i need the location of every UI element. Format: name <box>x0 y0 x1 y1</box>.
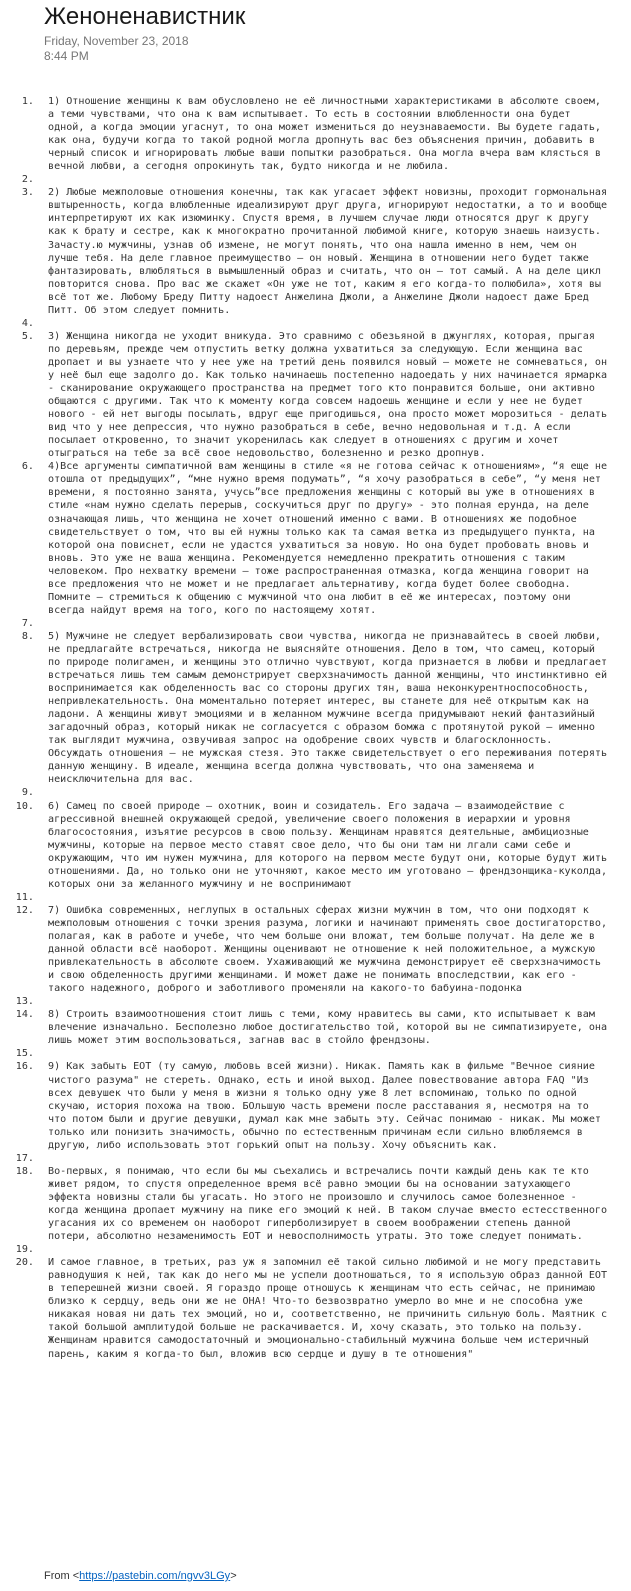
list-item <box>0 617 631 630</box>
list-item <box>0 460 631 617</box>
list-item-text <box>48 891 613 904</box>
list-item-number: 15. <box>15 1048 34 1060</box>
list-item-number: 2. <box>21 174 34 186</box>
list-item <box>0 173 631 186</box>
list-item <box>0 1256 631 1360</box>
list-item <box>0 891 631 904</box>
list-item-number: 12. <box>15 904 34 916</box>
list-item-number: 10. <box>15 800 34 812</box>
list-item-text: 4)Все аргументы симпатичной вам женщины в стиле «я не готова сейчас к отношениям», “я еще не отошла от предыдущих”, “мне нужно время подумать”, “я хочу разобраться в себе”, “у меня нет времени, я постоянно занята, учусь”все предложения женщины с который вы уже в отношениях в стиле «нам нужно сделать перерыв, соскучиться друг по другу» - это полная ерунда, на деле означающая лишь, что женщина не хочет отношений именно с вами. В отношениях же подобное свидетельствует о том, что вы ей нужны только как та самая ветка из предыдущего пункта, на которой она повиснет, если не удастся ухватиться за новую. Но она будет пробовать вновь и вновь. Это уже не ваша женщина. Рекомендуется немедленно прекратить отношения с таким человеком. Про нехватку времени — тоже распространенная отмазка, когда женщина говорит на все предложения что не может и не предлагает альтернативу, когда будет более свободна. Помните — стремиться к общению с мужчиной что она любит в её же интересах, поэтому они всегда найдут время на того, кого по настоящему хотят. <box>48 461 608 616</box>
list-item-text <box>48 995 613 1008</box>
list-item <box>0 1152 631 1165</box>
list-item-number: 8. <box>21 630 34 642</box>
list-item-text: 7) Ошибка современных, неглупых в остальных сферах жизни мужчин в том, что они подходят к межполовым отношения с точки зрения разума, логики и начинают применять свое достигаторство, полагая, как в работе и учебе, что чем больше они вложат, тем больше получат. На деле же в данной области всё наоборот. Женщины оценивают не отношение к ней положительное, а мужскую привлекательность в абсолюте своем. Ухаживающий же мужчина демонстрирует её сверхзначимость и свою обделенность другими женщинами. И может даже не понимать впоследствии, как его - такого надежного, доброго и заботливого променяли на какого-то бабуина-подонка <box>48 904 608 995</box>
list-item <box>0 995 631 1008</box>
list-item-number: 17. <box>15 1152 34 1164</box>
list-item-text: И самое главное, в третьих, раз уж я запомнил её такой сильно любимой и не могу представить равнодушия к ней, так как до него мы не успели доотношаться, то я использую образ данной ЕОТ в теперешней жизни своей. Я гораздо проще отношусь к женщинам что есть сейчас, не принимаю близко к сердцу, ведь они же не ОНА! Что-то безвозвратно умерло во мне и не способна уже никакая новая ни дать тех эмоций, но и, соответственно, не причинить сильную боль. Маятник с такой большой амплитудой больше не раскачивается. И, хочу сказать, это только на пользу. Женщинам нравится самодостаточный и эмоционально-стабильный мужчина больше чем истеричный парень, каким я когда-то был, вложив всю сердце и душу в те отношения" <box>48 1257 608 1360</box>
list-item-text <box>48 1047 613 1060</box>
list-item <box>0 186 631 316</box>
list-item <box>0 317 631 330</box>
list-item <box>0 95 631 173</box>
list-item-number: 20. <box>15 1257 34 1269</box>
note-date: Friday, November 23, 2018 <box>44 34 189 48</box>
list-item-text: 6) Самец по своей природе — охотник, воин и созидатель. Его задача — взаимодействие с агрессивной внешней окружающей средой, увеличение своего положения в иерархии и уровня благосостояния, изъятие ресурсов в свою пользу. Женщинам нравятся деятельные, амбициозные мужчины, которые на первое место ставят свое дело, что бы они там ни лгали сами себе и окружающим, что им нужен мужчина, для которого на первом месте будут они, которые будут жить отношениями. Да, но только они не уточняют, какое место им уготовано — френдзонщика-куколда, которых они за желанного мужчину и не воспринимают <box>48 800 608 890</box>
list-item-number: 3. <box>21 187 34 199</box>
list-item <box>0 330 631 460</box>
source-suffix: > <box>230 1570 237 1582</box>
list-item <box>0 1047 631 1060</box>
list-item-number: 14. <box>15 1009 34 1021</box>
list-item-text: 2) Любые межполовые отношения конечны, так как угасает эффект новизны, проходит гормональная вштыренность, когда влюбленные идеализируют друг друга, игнорируют недостатки, а то и вообще интерпретируют их как изюминку. Спустя время, в лучшем случае люди относятся друг к другу как к брату и сестре, как к многократно прочитанной любимой книге, которую знаешь наизусть. Зачасту.ю мужчины, узнав об измене, не могут понять, что она нашла именно в нем, чем он лучше тебя. На деле главное преимущество — он новый. Женщина в отношении него будет также фантазировать, влюбляться в вымышленный образ и считать, что он — тот самый. А на деле цикл повторится снова. Про вас же скажет «Он уже не тот, каким я его когда-то полюбила», хотя вы всё тот же. Любому Бреду Питту надоест Анжелина Джоли, а Анжелине Джоли надоест даже Бред Питт. Об этом следует помнить. <box>48 187 608 316</box>
list-item-text: 1) Отношение женщины к вам обусловлено не её личностными характеристиками в абсолюте своем, а теми чувствами, что она к вам испытывает. То есть в состоянии влюбленности она будет одной, а когда эмоции угаснут, то она может измениться до неузнаваемости. Вы будете гадать, как она, будучи когда то такой родной могла дропнуть вас без объяснения причин, добавить в черный список и игнорировать любые ваши попытки разобраться. Она могла вчера вам клясться в вечной любви, а сегодня опрокинуть так, будто никогда и не любила. <box>48 96 602 173</box>
list-item <box>0 630 631 787</box>
note-time: 8:44 PM <box>44 49 89 63</box>
list-item-number: 16. <box>15 1061 34 1073</box>
source-prefix: From < <box>44 1570 80 1582</box>
list-item-number: 4. <box>21 317 34 329</box>
page-title: Женоненавистник <box>44 3 246 30</box>
list-item-text <box>48 617 613 630</box>
list-item <box>0 1060 631 1151</box>
list-item-number: 9. <box>21 787 34 799</box>
list-item-number: 1. <box>21 96 34 107</box>
source-link[interactable]: https://pastebin.com/ngvv3LGy <box>79 1570 231 1582</box>
list-item-number: 6. <box>21 461 34 473</box>
list-item-number: 19. <box>15 1244 34 1256</box>
list-item-text <box>48 786 613 799</box>
list-item-text: Во-первых, я понимаю, что если бы мы съехались и встречались почти каждый день как те кто живет рядом, то спустя определенное время всё равно эмоции бы на основании затухающего эффекта новизны стали бы угасать. Но этого не произошло и случилось самое болезненное - когда женщина дропает мужчину на пике его эмоций к ней. В таком случае вместо естесственного угасания их со временем он наоборот гиперболизирует в своем воображении степень данной потери, абсолютно незаменимость ЕОТ и невосполнимость утраты. Это тоже следует понимать. <box>48 1165 608 1243</box>
list-item-text <box>48 317 613 330</box>
list-item-number: 13. <box>15 996 34 1008</box>
numbered-list <box>0 95 631 1361</box>
list-item-text: 9) Как забыть ЕОТ (ту самую, любовь всей жизни). Никак. Память как в фильме "Вечное сияние чистого разума" не стереть. Однако, есть и иной выход. Далее повествование автора FAQ "Из всех девушек что были у меня в жизни я только одну уже 8 лет вспоминаю, только по одной скучаю, история похожа на твою. БОльшую часть времени после расставания я, несмотря на то что потом были и другие девушки, думал как мне забыть эту. Сейчас понимаю - никак. Мы может только или понизить значимость, обычно по естественным причинам если сильно влюбляемся в другую, либо использовать этот горький опыт на пользу. Хочу объяснить как. <box>48 1061 602 1151</box>
list-item-number: 5. <box>21 330 34 342</box>
list-item-number: 18. <box>15 1165 34 1177</box>
list-item-text: 8) Строить взаимоотношения стоит лишь с теми, кому нравитесь вы сами, кто испытывает к вам влечение изначально. Бесполезно любое достигательство той, которой вы не симпатизируете, она лишь может этим воспользоваться, загнав вас в стойло френдзоны. <box>48 1009 608 1047</box>
list-item-text: 3) Женщина никогда не уходит вникуда. Это сравнимо с обезьяной в джунглях, которая, прыгая по деревьям, прежде чем отпустить ветку должна ухватиться за следующую. Если женщина вас дропает и вы узнаете что у нее уже на третий день появился новый — можете не сомневаться, он у неё был еще задолго до. Как только начинаешь постепенно надоедать у них начинается ярмарка - сканирование окружающего пространства на предмет того кто понравится больше, они активно общаются с другими. Так что к моменту когда совсем надоешь женщине и если у нее не будет нового - ей нет выгоды посылать, вдруг еще пригодишься, она просто может морозиться - делать вид что у нее депрессия, что нужно разобраться в себе, вечно недовольная и т.д. А если посылает откровенно, то значит укоренилась как следует в отношениях с другим и хочет отыграться на тебе за всё свое недовольство, болезненно и резко дропнув. <box>48 330 608 460</box>
list-item-number: 11. <box>15 891 34 903</box>
list-item <box>0 1165 631 1243</box>
list-item <box>0 1008 631 1047</box>
list-item-text <box>48 1243 613 1256</box>
list-item <box>0 800 631 891</box>
list-item-text <box>48 1152 613 1165</box>
list-item-text <box>48 173 613 186</box>
note-timestamp <box>44 34 189 64</box>
list-item <box>0 1243 631 1256</box>
list-item-number: 7. <box>21 617 34 629</box>
list-item <box>0 904 631 995</box>
list-item <box>0 786 631 799</box>
source-line <box>44 1569 237 1583</box>
list-item-text: 5) Мужчине не следует вербализировать свои чувства, никогда не признавайтесь в своей любви, не предлагайте встречаться, никогда не выясняйте отношения. Дело в том, что самец, который по природе полигамен, и женщины это отлично чувствуют, когда признается в любви и предлагает встречаться лишь тем самым демонстрирует сверхзначимость данной женщины, что инстинктивно ей воспринимается как обделенность вас со стороны других тян, ваша неконкурентноспособность, непривлекательность. Она моментально потеряет интерес, вы станете для неё открытым как на ладони. А женщины живут эмоциями и в желанном мужчине всегда придумывают некий фантазийный загадочный образ, который никак не согласуется с образом бомжа с протянутой рукой — именно так выглядит мужчина, озвучивая запрос на одобрение своих чувств и благосклонность. Обсуждать отношения — не мужская стезя. Это также свидетельствует о его переживания потерять данную женщину. В идеале, женщина всегда должна чувствовать, что она заменяема и неисключительна для вас. <box>48 630 608 786</box>
